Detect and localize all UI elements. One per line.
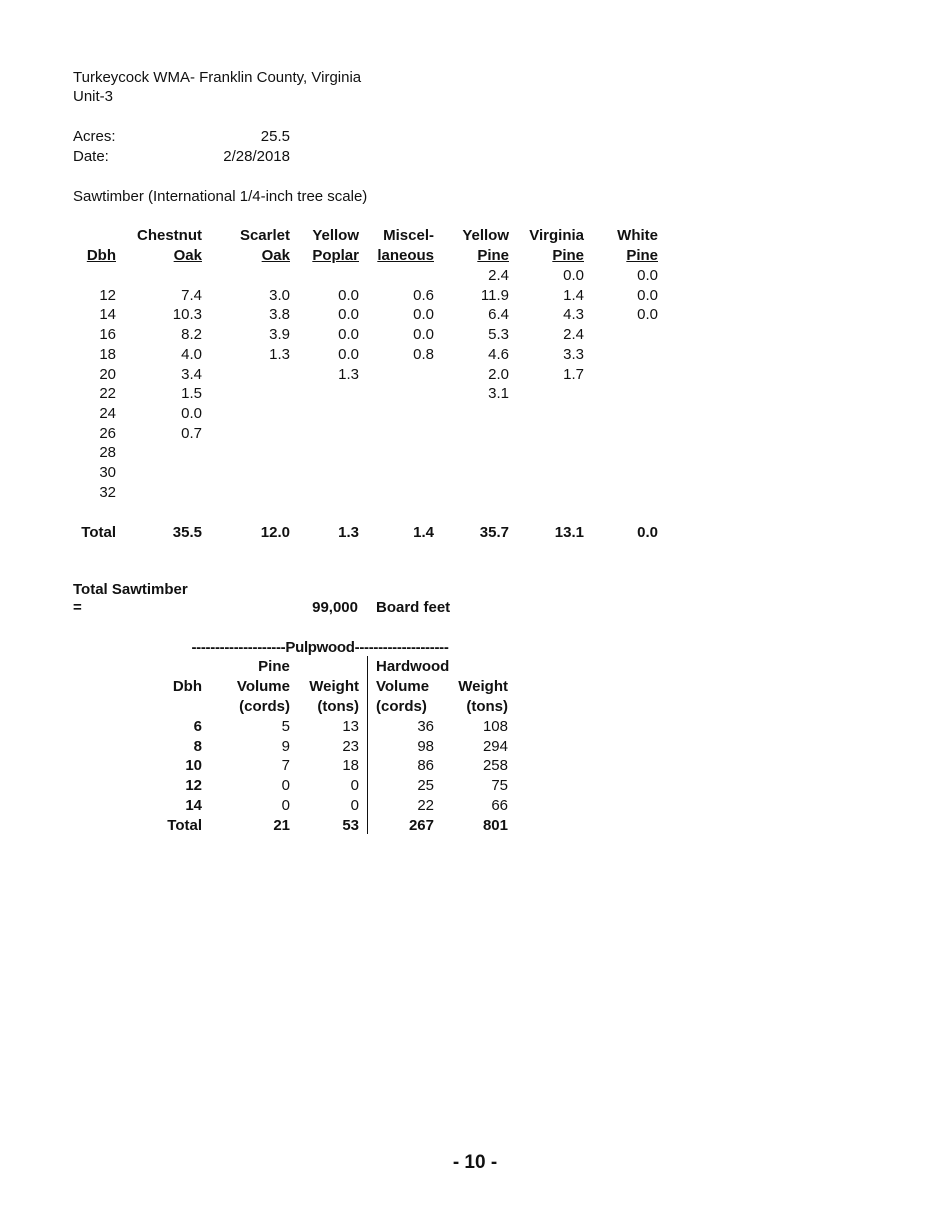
sawtimber-cell: 7.4: [181, 286, 202, 304]
hardwood-weight-unit: (tons): [466, 698, 508, 715]
total-sawtimber-label: Total Sawtimber: [73, 581, 188, 598]
pulpwood-dbh-cell: 8: [193, 737, 202, 755]
sawtimber-header-top: Yellow: [312, 227, 359, 244]
pulpwood-dbh-header: Dbh: [172, 678, 202, 695]
pulpwood-cell: 22: [417, 796, 434, 814]
pulpwood-cell: 0: [350, 777, 359, 795]
sawtimber-cell: 2.4: [488, 267, 509, 284]
sawtimber-cell: 3.0: [269, 286, 290, 304]
pulpwood-cell: 5: [281, 718, 290, 735]
total-sawtimber-value: 99,000: [312, 599, 358, 616]
sawtimber-dbh-cell: 28: [99, 444, 116, 462]
sawtimber-header-bottom: Dbh: [86, 247, 116, 264]
sawtimber-cell: 4.3: [563, 306, 584, 324]
pulpwood-dbh-cell: 12: [185, 777, 202, 795]
hardwood-volume-header: Volume: [376, 678, 430, 695]
sawtimber-cell: 0.0: [181, 404, 202, 422]
pulpwood-cell: 0: [350, 796, 359, 814]
pulpwood-cell: 258: [482, 757, 508, 775]
sawtimber-cell: 0.6: [413, 286, 434, 304]
sawtimber-cell: 3.4: [181, 365, 202, 383]
pulpwood-divider: [367, 656, 368, 834]
sawtimber-cell: 4.6: [488, 345, 509, 363]
sawtimber-cell: 8.2: [181, 326, 202, 344]
sawtimber-total-cell: 12.0: [260, 524, 290, 541]
sawtimber-cell: 3.9: [269, 326, 290, 344]
sawtimber-cell: 0.0: [338, 326, 359, 344]
sawtimber-cell: 1.3: [269, 345, 290, 363]
sawtimber-cell: 0.0: [338, 306, 359, 324]
pulpwood-total-cell: 21: [273, 817, 290, 834]
sawtimber-cell: 4.0: [181, 345, 202, 363]
pulpwood-cell: 75: [491, 777, 508, 795]
sawtimber-header-top: White: [617, 227, 658, 244]
total-sawtimber-equals: =: [73, 599, 82, 616]
sawtimber-cell: 0.0: [338, 286, 359, 304]
sawtimber-header-bottom: Pine: [552, 247, 584, 264]
sawtimber-dbh-cell: 26: [99, 424, 116, 442]
sawtimber-total-cell: 1.3: [338, 524, 359, 541]
pine-weight-unit: (tons): [317, 698, 359, 715]
sawtimber-cell: 0.0: [563, 267, 584, 284]
sawtimber-dbh-cell: 20: [99, 365, 116, 383]
sawtimber-dbh-cell: 16: [99, 326, 116, 344]
sawtimber-header-top: Yellow: [462, 227, 509, 244]
sawtimber-cell: 0.7: [181, 424, 202, 442]
sawtimber-cell: 0.0: [413, 326, 434, 344]
sawtimber-cell: 0.0: [338, 345, 359, 363]
pulpwood-cell: 18: [342, 757, 359, 775]
sawtimber-dbh-cell: 22: [99, 385, 116, 403]
pulpwood-dbh-cell: 14: [185, 796, 202, 814]
sawtimber-header-bottom: Pine: [626, 247, 658, 264]
sawtimber-cell: 6.4: [488, 306, 509, 324]
pulpwood-cell: 25: [417, 777, 434, 795]
sawtimber-header-bottom: laneous: [377, 247, 434, 264]
sawtimber-cell: 0.0: [637, 286, 658, 304]
sawtimber-cell: 5.3: [488, 326, 509, 344]
sawtimber-header-top: Miscel-: [383, 227, 434, 244]
sawtimber-header-top: Chestnut: [137, 227, 202, 244]
sawtimber-cell: 2.0: [488, 365, 509, 383]
pulpwood-total-cell: 801: [482, 817, 508, 834]
sawtimber-total-cell: 1.4: [413, 524, 434, 541]
pulpwood-cell: 86: [417, 757, 434, 775]
sawtimber-cell: 1.5: [181, 385, 202, 403]
pulpwood-cell: 294: [482, 737, 508, 755]
acres-value: 25.5: [260, 128, 290, 145]
pulpwood-cell: 7: [281, 757, 290, 775]
sawtimber-dbh-cell: 14: [99, 306, 116, 324]
pulpwood-cell: 36: [417, 718, 434, 735]
sawtimber-cell: 2.4: [563, 326, 584, 344]
sawtimber-dbh-cell: 32: [99, 483, 116, 501]
pulpwood-cell: 9: [281, 737, 290, 755]
pulpwood-cell: 0: [281, 777, 290, 795]
pulpwood-cell: 66: [491, 796, 508, 814]
sawtimber-cell: 0.8: [413, 345, 434, 363]
pulpwood-total-label: Total: [167, 817, 202, 834]
pulpwood-cell: 108: [482, 718, 508, 735]
sawtimber-cell: 1.4: [563, 286, 584, 304]
report-title: Turkeycock WMA- Franklin County, Virginia: [73, 69, 362, 86]
acres-label: Acres:: [73, 128, 116, 145]
sawtimber-total-cell: 0.0: [637, 524, 658, 541]
sawtimber-cell: 0.0: [413, 306, 434, 324]
sawtimber-table: [0, 0, 950, 560]
page-number: - 10 -: [452, 1152, 498, 1173]
sawtimber-cell: 1.7: [563, 365, 584, 383]
sawtimber-caption: Sawtimber (International 1/4-inch tree scale): [73, 188, 368, 205]
hardwood-header: Hardwood: [376, 658, 450, 675]
pine-volume-header: Volume: [236, 678, 290, 695]
sawtimber-header-bottom: Oak: [173, 247, 202, 264]
pulpwood-cell: 23: [342, 737, 359, 755]
pulpwood-total-cell: 267: [408, 817, 434, 834]
sawtimber-header-top: Virginia: [529, 227, 584, 244]
sawtimber-cell: 1.3: [338, 365, 359, 383]
pulpwood-cell: 0: [281, 796, 290, 814]
total-sawtimber-unit: Board feet: [376, 599, 451, 616]
sawtimber-dbh-cell: 18: [99, 345, 116, 363]
sawtimber-dbh-cell: 30: [99, 464, 116, 481]
sawtimber-total-cell: 13.1: [554, 524, 584, 541]
sawtimber-header-top: Scarlet: [239, 227, 290, 244]
sawtimber-cell: 11.9: [480, 286, 509, 304]
pulpwood-dbh-cell: 6: [193, 718, 202, 735]
sawtimber-cell: 0.0: [637, 306, 658, 324]
sawtimber-header-bottom: Pine: [477, 247, 509, 264]
pulpwood-total-cell: 53: [342, 817, 359, 834]
sawtimber-cell: 10.3: [172, 306, 202, 324]
pulpwood-dbh-cell: 10: [185, 757, 202, 775]
pulpwood-banner: --------------------Pulpwood--------------------: [191, 639, 449, 656]
date-label: Date:: [73, 148, 109, 165]
pine-weight-header: Weight: [309, 678, 359, 695]
sawtimber-cell: 3.3: [563, 345, 584, 363]
hardwood-weight-header: Weight: [458, 678, 508, 695]
pine-volume-unit: (cords): [239, 698, 290, 715]
sawtimber-cell: 0.0: [637, 267, 658, 284]
pulpwood-cell: 13: [342, 718, 359, 735]
sawtimber-cell: 3.8: [269, 306, 290, 324]
date-value: 2/28/2018: [223, 148, 290, 165]
sawtimber-dbh-cell: 12: [99, 286, 116, 304]
sawtimber-header-bottom: Poplar: [312, 247, 359, 264]
unit-label: Unit-3: [73, 88, 114, 105]
sawtimber-total-cell: 35.7: [479, 524, 509, 541]
sawtimber-total-label: Total: [81, 524, 116, 541]
sawtimber-cell: 3.1: [488, 385, 509, 403]
sawtimber-header-bottom: Oak: [261, 247, 290, 264]
pine-header: Pine: [258, 658, 290, 675]
hardwood-volume-unit: (cords): [376, 698, 427, 715]
sawtimber-dbh-cell: 24: [99, 404, 116, 422]
sawtimber-total-cell: 35.5: [172, 524, 202, 541]
pulpwood-cell: 98: [417, 737, 434, 755]
